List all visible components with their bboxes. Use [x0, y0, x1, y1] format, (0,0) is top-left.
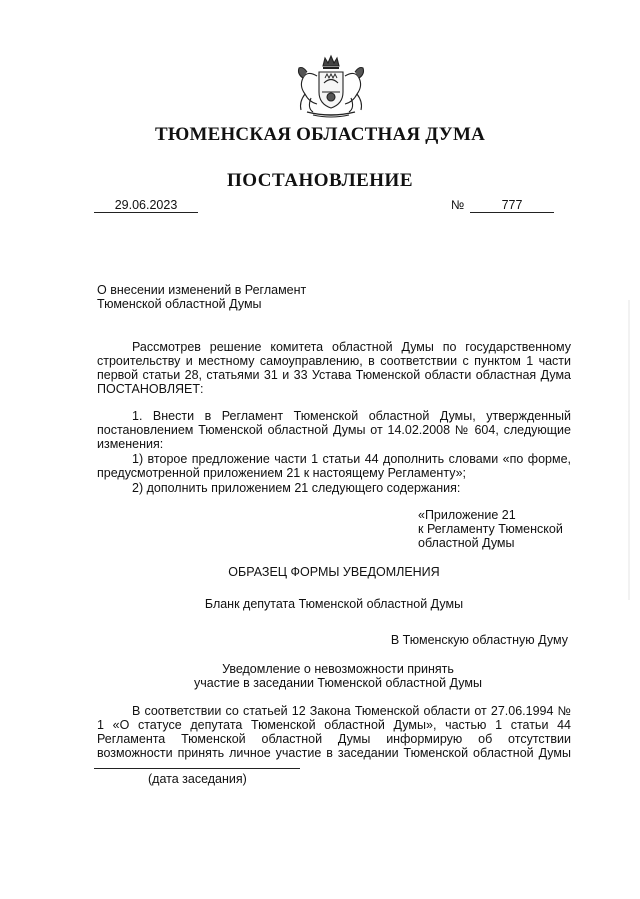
number-label: №: [451, 198, 465, 212]
notice-paragraph: В соответствии со статьей 12 Закона Тюменской области от 27.06.1994 № 1 «О статусе депутата Тюменской областной Думы», частью 1 статьи 44 Регламента Тюменской областной Думы информирую об отсутствии возможности принять личное участие в заседании Тюменской областной Думы: [97, 704, 571, 760]
notice-title: [0, 662, 640, 690]
appendix-line: «Приложение 21: [418, 508, 516, 522]
appendix-line: областной Думы: [418, 536, 515, 550]
notice-title-line: Уведомление о невозможности принять: [222, 662, 454, 676]
notice-title-line: участие в заседании Тюменской областной Думы: [194, 676, 482, 690]
form-heading: ОБРАЗЕЦ ФОРМЫ УВЕДОМЛЕНИЯ: [228, 565, 440, 579]
subitem-2-paragraph: 2) дополнить приложением 21 следующего содержания:: [132, 481, 461, 495]
subject-line: Тюменской областной Думы: [97, 297, 262, 311]
appendix-reference: [418, 508, 578, 550]
coat-of-arms-emblem: [289, 52, 373, 120]
deputy-blank-label: Бланк депутата Тюменской областной Думы: [204, 597, 464, 611]
scan-edge-mark: [628, 300, 630, 600]
document-number: 777: [470, 198, 554, 213]
subject-line: О внесении изменений в Регламент: [97, 283, 307, 297]
document-type-title: ПОСТАНОВЛЕНИЕ: [226, 170, 414, 191]
item-1-paragraph: 1. Внести в Регламент Тюменской областной Думы, утвержденный постановлением Тюменской областной Думы от 14.02.2008 № 604, следующие изменения:: [97, 409, 571, 451]
organization-title: ТЮМЕНСКАЯ ОБЛАСТНАЯ ДУМА: [154, 124, 485, 145]
subitem-1-paragraph: 1) второе предложение части 1 статьи 44 дополнить словами «по форме, предусмотренной приложением 21 к настоящему Регламенту»;: [97, 452, 571, 480]
document-date: 29.06.2023: [94, 198, 198, 213]
preamble-paragraph: Рассмотрев решение комитета областной Думы по государственному строительству и местному самоуправлению, в соответствии с пунктом 1 части первой статьи 28, статьями 31 и 33 Устава Тюменской области областная Дума ПОСТАНОВЛЯЕТ:: [97, 340, 571, 396]
meeting-date-line: [94, 768, 300, 769]
meeting-date-caption: (дата заседания): [148, 772, 247, 786]
addressee: В Тюменскую областную Думу: [390, 633, 568, 647]
appendix-line: к Регламенту Тюменской: [418, 522, 563, 536]
document-subject: [97, 283, 397, 311]
